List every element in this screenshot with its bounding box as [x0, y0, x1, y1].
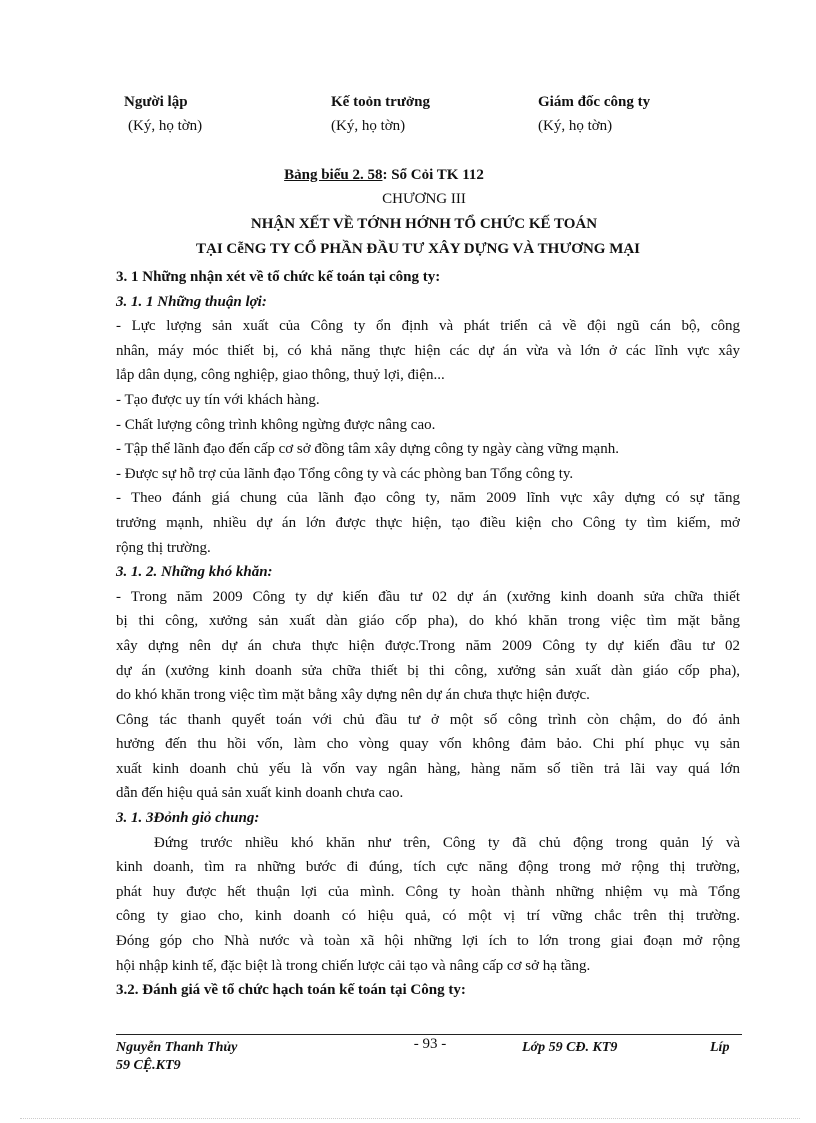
- signature-note: (Ký, họ tờn): [538, 118, 613, 134]
- signature-preparer: [124, 94, 202, 135]
- page-bottom-edge: [20, 1118, 800, 1119]
- text-line: 3. 1. 1 Những thuận lợi:: [116, 293, 267, 310]
- chapter-title-line-2: TẠI CễNG TY CỔ PHẦN ĐẦU TƯ XÂY DỰNG VÀ THƯƠNG MẠI: [195, 241, 641, 257]
- text-line: 3. 1. 2. Những khó khăn:: [116, 564, 273, 581]
- text-line: dự án (xưởng kinh doanh sửa chữa thiết bị thi công, xưởng sản xuất dàn giáo cốp pha),: [116, 662, 740, 679]
- caption-label: Bảng biểu 2. 58: [284, 167, 383, 183]
- text-line: - Trong năm 2009 Công ty dự kiến đầu tư 02 dự án (xưởng kinh doanh sửa chữa thiết: [116, 588, 740, 605]
- text-line: dẫn đến hiệu quả sản xuất kinh doanh chưa cao.: [116, 785, 404, 802]
- text-line: - Được sự hỗ trợ của lãnh đạo Tổng công ty và các phòng ban Tổng công ty.: [116, 465, 574, 482]
- caption-rest: : Sổ Cỏi TK 112: [382, 167, 484, 183]
- body-text: [116, 265, 740, 1003]
- text-line: trưởng mạnh, nhiều dự án lớn được thực hiện, tạo điều kiện cho Công ty tìm kiếm, mở: [116, 514, 740, 531]
- text-line: phát huy được hết thuận lợi của mình. Công ty hoàn thành những nhiệm vụ mà Tổng: [116, 883, 740, 900]
- signature-note: (Ký, họ tờn): [128, 118, 203, 134]
- text-line: xây dựng nên dự án chưa thực hiện được.Trong năm 2009 Công ty dự kiến đầu tư 02: [116, 637, 740, 654]
- footer-class: Lớp 59 CĐ. KT9: [522, 1040, 618, 1055]
- text-line: 3. 1. 3Đỏnh giỏ chung:: [116, 810, 260, 827]
- text-line: do khó khăn trong việc tìm mặt bằng xây dựng nên dự án chưa thực hiện được.: [116, 687, 590, 704]
- text-line: lắp dân dụng, công nghiệp, giao thông, thuỷ lợi, điện...: [116, 367, 445, 384]
- signature-director: [538, 94, 650, 135]
- signature-role: Giám đốc công ty: [538, 94, 651, 110]
- text-line: Đóng góp cho Nhà nước và toàn xã hội những lợi ích to lớn trong giai đoạn mở rộng: [116, 933, 740, 950]
- text-line: - Tạo được uy tín với khách hàng.: [116, 391, 320, 408]
- text-line: - Tập thể lãnh đạo đến cấp cơ sở đồng tâm xây dựng công ty ngày càng vững mạnh.: [116, 441, 619, 458]
- text-line: Đứng trước nhiều khó khăn như trên, Công ty đã chủ động trong quản lý và: [154, 834, 740, 851]
- text-line: Công tác thanh quyết toán với chủ đầu tư ở một số công trình còn chậm, do đó ảnh: [116, 711, 740, 728]
- text-line: - Theo đánh giá chung của lãnh đạo công ty, năm 2009 lĩnh vực xây dựng có sự tăng: [116, 490, 740, 507]
- footer-class-2: 59 CỆ.KT9: [116, 1058, 181, 1073]
- footer-author: Nguyễn Thanh Thủy: [116, 1040, 238, 1055]
- text-line: bị thi công, xưởng sản xuất dàn giáo cốp pha), do khó khăn trong việc tìm mặt bằng: [116, 613, 740, 630]
- signature-role: Kế toỏn trưởng: [331, 94, 430, 110]
- chapter-title-line-1: NHẬN XẾT VỀ TỚNH HỚNH TỔ CHỨC KẾ TOÁN: [250, 216, 598, 232]
- signature-role: Người lập: [124, 94, 188, 110]
- chapter-number: CHƯƠNG III: [382, 191, 466, 207]
- text-line: kinh doanh, tìm ra những bước đi đúng, tích cực năng động trong mở rộng thị trường,: [116, 859, 740, 876]
- text-line: hội nhập kinh tế, đặc biệt là trong chiến lược cải tạo và nâng cấp cơ sở hạ tầng.: [116, 957, 591, 974]
- signature-chief-accountant: [331, 94, 430, 135]
- footer-divider: [116, 1034, 742, 1035]
- text-line: xuất kinh doanh chủ yếu là vốn vay ngân hàng, hàng năm số tiền trả lãi vay quá lớn: [116, 760, 740, 777]
- text-line: rộng thị trường.: [116, 539, 211, 556]
- page-number: - 93 -: [413, 1036, 447, 1052]
- footer-lip: Líp: [710, 1040, 730, 1055]
- text-line: nhân, máy móc thiết bị, có khả năng thực hiện các dự án vừa và lớn ở các lĩnh vực xây: [116, 342, 740, 359]
- signature-note: (Ký, họ tờn): [331, 118, 406, 134]
- text-line: 3. 1 Những nhận xét về tổ chức kế toán tại công ty:: [116, 269, 441, 285]
- text-line: - Lực lượng sản xuất của Công ty ổn định và phát triển cả về đội ngũ cán bộ, công: [116, 318, 740, 335]
- table-caption: [0, 167, 792, 184]
- text-line: hưởng đến thu hồi vốn, làm cho vòng quay vốn không đảm bảo. Chi phí phục vụ sản: [116, 736, 740, 753]
- text-line: 3.2. Đánh giá về tổ chức hạch toán kế toán tại Công ty:: [116, 982, 466, 999]
- text-line: công ty giao cho, kinh doanh có hiệu quả, có một vị trí vững chắc trên thị trường.: [116, 908, 740, 925]
- text-line: - Chất lượng công trình không ngừng được nâng cao.: [116, 416, 436, 433]
